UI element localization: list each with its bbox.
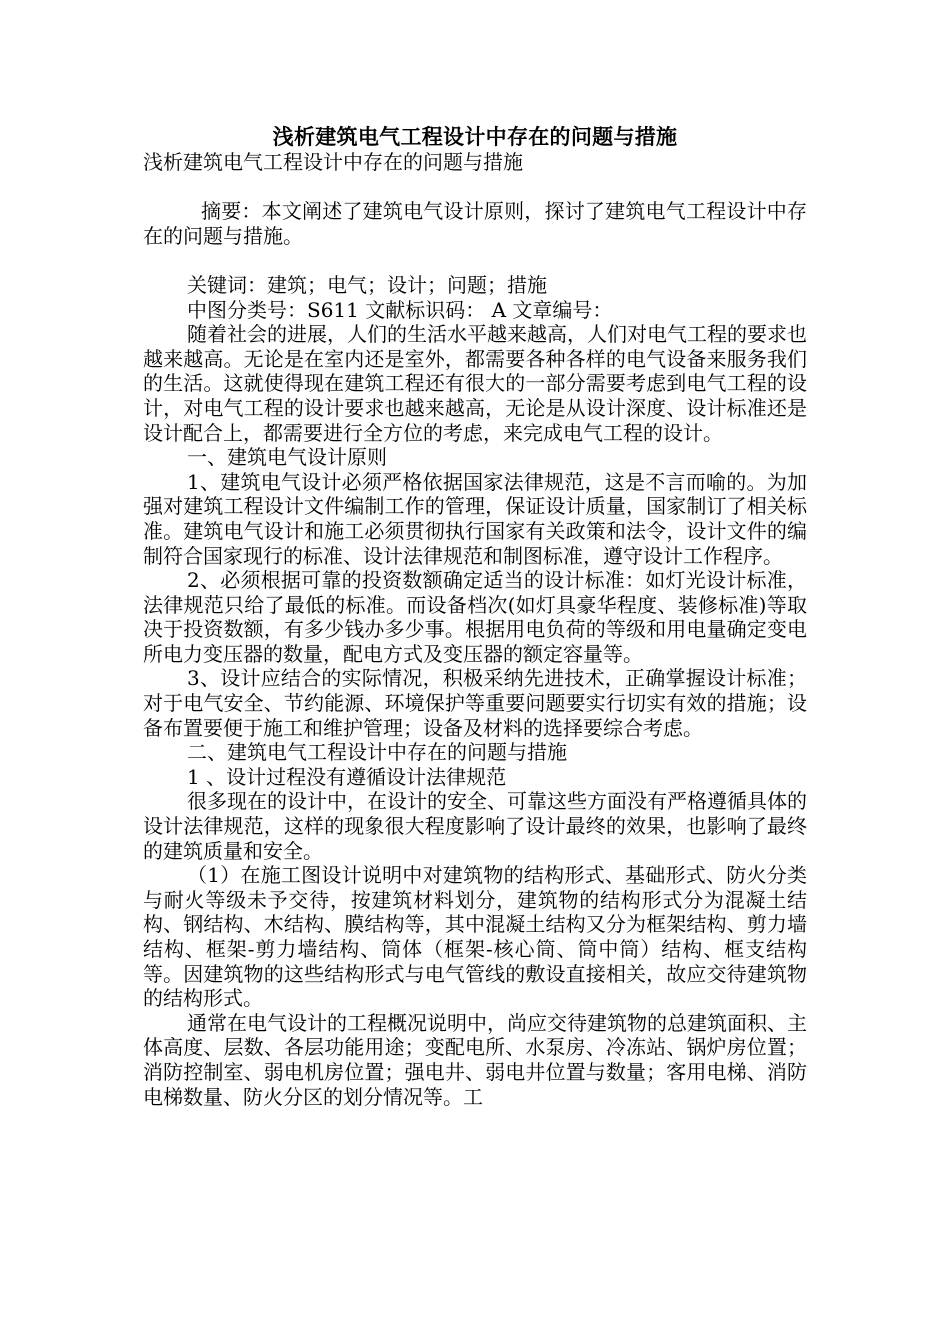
section-1-heading: 一、建筑电气设计原则 xyxy=(187,445,387,470)
abstract-paragraph: 摘要：本文阐述了建筑电气设计原则，探讨了建筑电气工程设计中存在的问题与措施。 xyxy=(143,199,807,248)
section-1-paragraph-3: 3、设计应结合的实际情况，积极采纳先进技术，正确掌握设计标准；对于电气安全、节约能源、环境保护等重要问题要实行切实有效的措施；设备布置要便于施工和维护管理；设备及材料的选择要综合考虑。 xyxy=(143,666,807,740)
document-title: 浅析建筑电气工程设计中存在的问题与措施 xyxy=(272,124,678,149)
section-2-heading: 二、建筑电气工程设计中存在的问题与措施 xyxy=(187,740,567,765)
document-subtitle: 浅析建筑电气工程设计中存在的问题与措施 xyxy=(143,150,523,174)
keywords-line: 关键词：建筑；电气；设计；问题；措施 xyxy=(187,272,547,297)
classification-line: 中图分类号：S611 文献标识码： A 文章编号： xyxy=(187,297,613,322)
section-2-paragraph-2: （1）在施工图设计说明中对建筑物的结构形式、基础形式、防火分类与耐火等级未予交待，按建筑材料划分，建筑物的结构形式分为混凝土结构、钢结构、木结构、膜结构等，其中混凝土结构又分为框架结构、剪力墙结构、框架-剪力墙结构、筒体（框架-核心筒、筒中筒）结构、框支结构等。因建筑物的这些结构形式与电气管线的敷设直接相关，故应交待建筑物的结构形式。 xyxy=(143,863,807,1011)
document-body xyxy=(143,150,807,1109)
intro-paragraph: 随着社会的进展，人们的生活水平越来越高，人们对电气工程的要求也越来越高。无论是在室内还是室外，都需要各种各样的电气设备来服务我们的生活。这就使得现在建筑工程还有很大的一部分需要考虑到电气工程的设计，对电气工程的设计要求也越来越高，无论是从设计深度、设计标准还是设计配合上，都需要进行全方位的考虑，来完成电气工程的设计。 xyxy=(143,322,807,445)
section-2-subheading-1: 1 、设计过程没有遵循设计法律规范 xyxy=(187,764,507,789)
blank-line xyxy=(143,175,807,200)
section-2-paragraph-1: 很多现在的设计中，在设计的安全、可靠这些方面没有严格遵循具体的设计法律规范，这样的现象很大程度影响了设计最终的效果，也影响了最终的建筑质量和安全。 xyxy=(143,789,807,863)
blank-line xyxy=(143,248,807,273)
section-2-paragraph-3: 通常在电气设计的工程概况说明中，尚应交待建筑物的总建筑面积、主体高度、层数、各层功能用途；变配电所、水泵房、冷冻站、锅炉房位置；消防控制室、弱电机房位置；强电井、弱电井位置与数量；客用电梯、消防电梯数量、防火分区的划分情况等。工 xyxy=(143,1010,807,1109)
section-1-paragraph-1: 1、建筑电气设计必须严格依据国家法律规范，这是不言而喻的。为加强对建筑工程设计文件编制工作的管理，保证设计质量，国家制订了相关标准。建筑电气设计和施工必须贯彻执行国家有关政策和法令，设计文件的编制符合国家现行的标准、设计法律规范和制图标准，遵守设计工作程序。 xyxy=(143,469,807,568)
section-1-paragraph-2: 2、必须根据可靠的投资数额确定适当的设计标准：如灯光设计标准，法律规范只给了最低的标准。而设备档次(如灯具豪华程度、装修标准)等取决于投资数额，有多少钱办多少事。根据用电负荷的等级和用电量确定变电所电力变压器的数量，配电方式及变压器的额定容量等。 xyxy=(143,568,807,666)
